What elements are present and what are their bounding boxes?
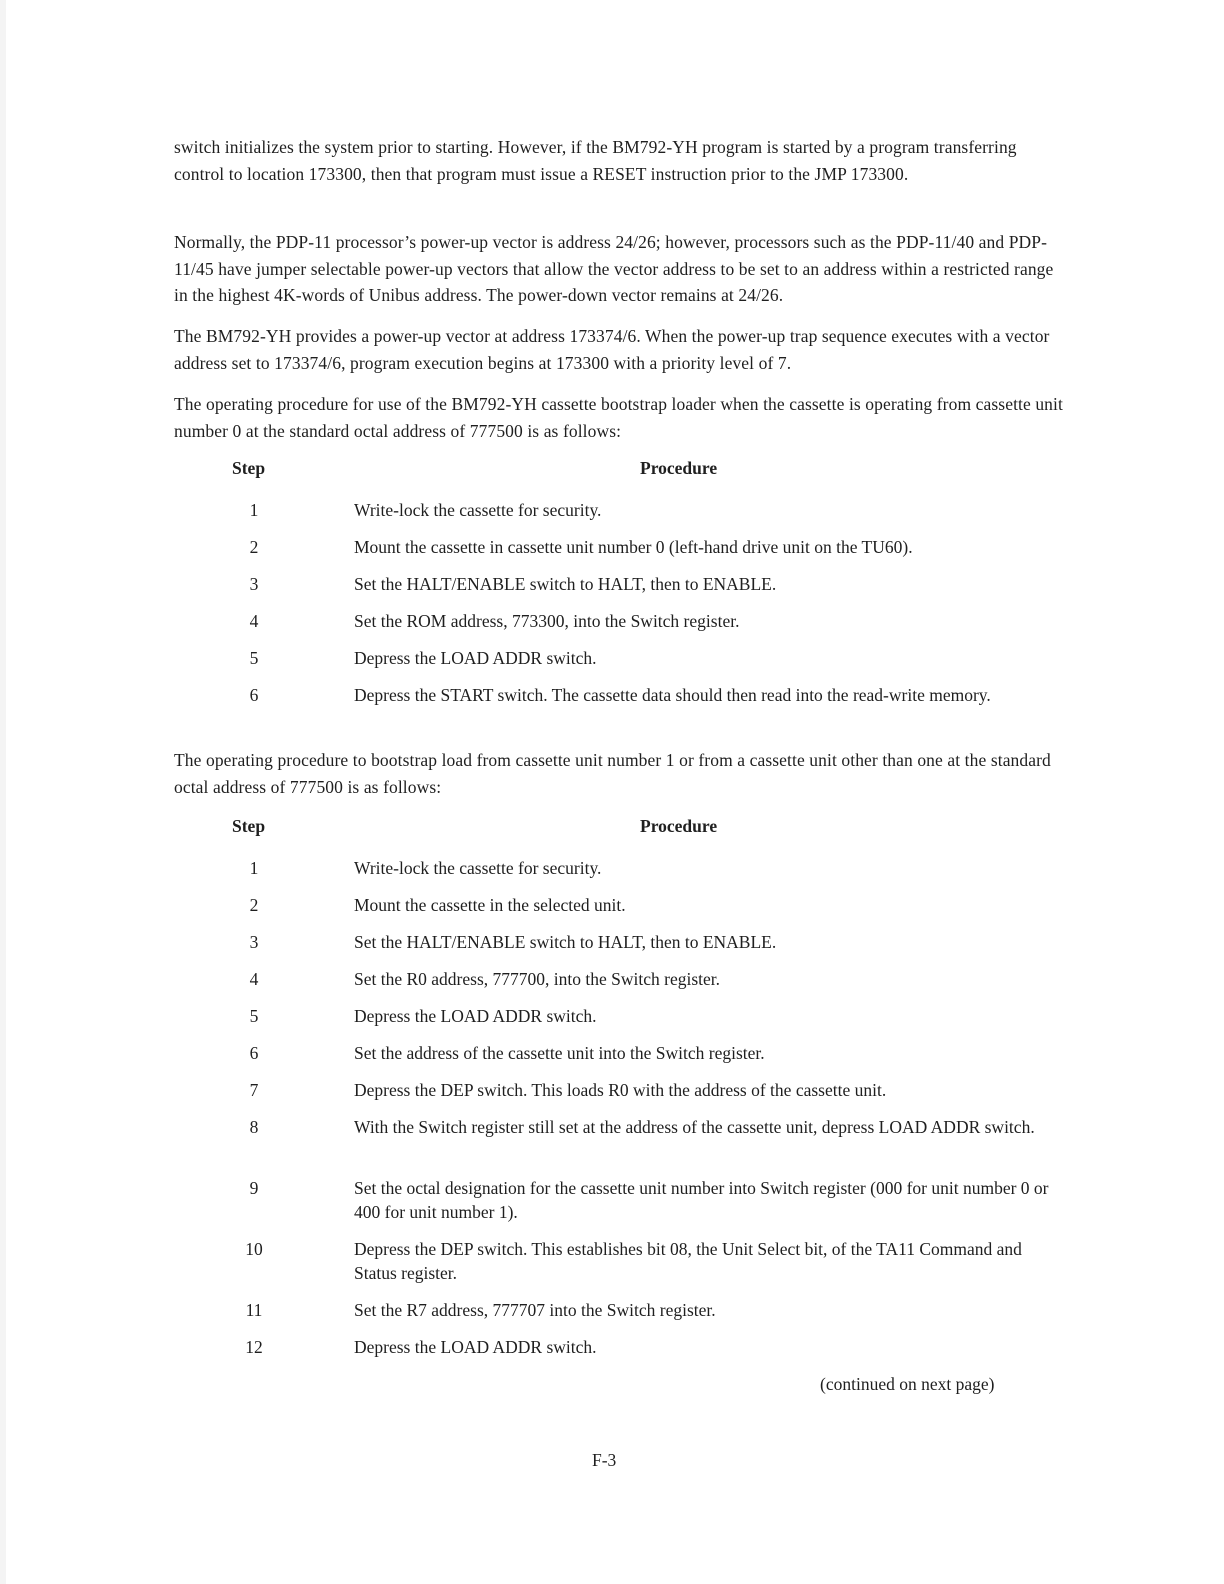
paragraph-2: Normally, the PDP-11 processor’s power-up vector is address 24/26; however, processors such as the PDP-11/40 and PDP-11/45 have jumper selectable power-up vectors that allow the vector address to be set to an address within a restricted range in the highest 4K-words of Unibus address. The power-down vector remains at 24/26.	[174, 232, 1054, 305]
step-text: Depress the LOAD ADDR switch.	[354, 1337, 597, 1357]
step-number: 4	[249, 611, 259, 631]
step-text: Depress the DEP switch. This establishes bit 08, the Unit Select bit, of the TA11 Command and Status register.	[354, 1239, 1022, 1283]
step-number: 12	[245, 1337, 263, 1357]
continued-note: (continued on next page)	[820, 1374, 995, 1394]
step-text: Set the octal designation for the cassette unit number into Switch register (000 for unit number 0 or 400 for unit number 1).	[354, 1178, 1049, 1222]
step-number: 3	[249, 574, 259, 594]
step-text: Set the ROM address, 773300, into the Switch register.	[354, 611, 740, 631]
page-number: F-3	[592, 1450, 617, 1470]
step-number: 5	[249, 1006, 259, 1026]
step-number: 1	[249, 858, 259, 878]
step-number: 9	[249, 1178, 259, 1198]
step-text: Mount the cassette in the selected unit.	[354, 895, 626, 915]
paragraph-4: The operating procedure for use of the BM792-YH cassette bootstrap loader when the cassette is operating from cassette unit number 0 at the standard octal address of 777500 is as follows:	[174, 394, 1063, 441]
step-number: 7	[249, 1080, 259, 1100]
step-number: 5	[249, 648, 259, 668]
step-text: With the Switch register still set at the address of the cassette unit, depress LOAD ADDR switch.	[354, 1117, 1035, 1137]
step-text: Depress the DEP switch. This loads R0 with the address of the cassette unit.	[354, 1080, 887, 1100]
step-text: Write-lock the cassette for security.	[354, 500, 602, 520]
table-header-step: Step	[232, 816, 266, 836]
step-text: Depress the LOAD ADDR switch.	[354, 1006, 597, 1026]
table-header-procedure: Procedure	[640, 816, 718, 836]
step-number: 6	[249, 685, 259, 705]
step-number: 2	[249, 895, 259, 915]
step-text: Set the HALT/ENABLE switch to HALT, then to ENABLE.	[354, 574, 777, 594]
step-number: 3	[249, 932, 259, 952]
step-text: Mount the cassette in cassette unit number 0 (left-hand drive unit on the TU60).	[354, 537, 913, 557]
step-text: Depress the LOAD ADDR switch.	[354, 648, 597, 668]
table-header-procedure: Procedure	[640, 458, 718, 478]
step-number: 8	[249, 1117, 259, 1137]
step-number: 10	[245, 1239, 263, 1259]
paragraph-5: The operating procedure to bootstrap load from cassette unit number 1 or from a cassette unit other than one at the standard octal address of 777500 is as follows:	[174, 750, 1051, 797]
paragraph-3: The BM792-YH provides a power-up vector at address 173374/6. When the power-up trap sequence executes with a vector address set to 173374/6, program execution begins at 173300 with a priority level of 7.	[174, 326, 1050, 373]
step-text: Set the address of the cassette unit into the Switch register.	[354, 1043, 765, 1063]
step-number: 1	[249, 500, 259, 520]
step-text: Set the HALT/ENABLE switch to HALT, then to ENABLE.	[354, 932, 777, 952]
paragraph-1: switch initializes the system prior to starting. However, if the BM792-YH program is started by a program transferring control to location 173300, then that program must issue a RESET instruction prior to the JMP 173300.	[174, 137, 1017, 184]
step-text: Write-lock the cassette for security.	[354, 858, 602, 878]
step-text: Set the R7 address, 777707 into the Switch register.	[354, 1300, 716, 1320]
scan-edge	[0, 0, 6, 1584]
step-number: 2	[249, 537, 259, 557]
table-header-step: Step	[232, 458, 266, 478]
step-text: Set the R0 address, 777700, into the Switch register.	[354, 969, 720, 989]
step-number: 11	[245, 1300, 263, 1320]
step-number: 4	[249, 969, 259, 989]
step-number: 6	[249, 1043, 259, 1063]
step-text: Depress the START switch. The cassette data should then read into the read-write memory.	[354, 685, 991, 705]
